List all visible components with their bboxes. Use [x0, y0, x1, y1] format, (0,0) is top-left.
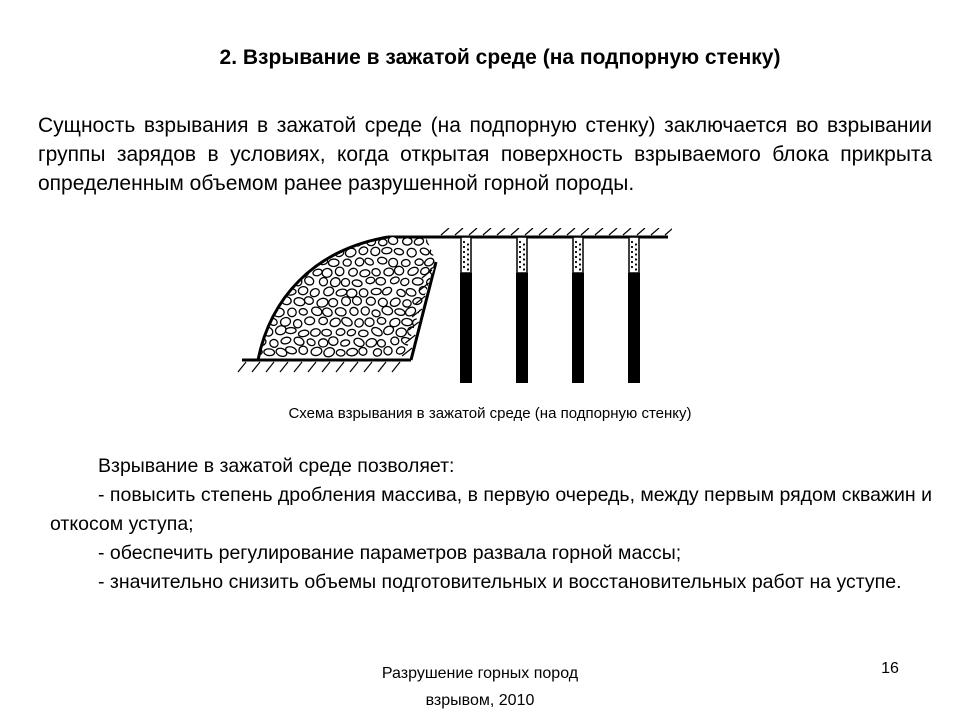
rubble-stone	[340, 238, 350, 247]
stemming-dot	[523, 258, 525, 260]
stemming-dot	[635, 243, 637, 245]
rubble-stone	[249, 306, 261, 316]
rubble-stone	[273, 269, 284, 275]
stemming-dot	[631, 251, 633, 253]
rubble-stone	[298, 345, 308, 355]
rubble-stone	[371, 267, 381, 277]
rubble-stone	[269, 257, 279, 267]
stemming-dot	[635, 253, 637, 255]
rubble-stone	[365, 277, 375, 285]
rubble-stone	[279, 257, 291, 268]
rubble-stone	[262, 246, 273, 255]
borehole-charge	[628, 273, 640, 383]
rubble-stone	[420, 346, 432, 358]
rubble-stone	[304, 317, 314, 325]
stemming-dot	[631, 246, 633, 248]
rubble-stone	[402, 237, 412, 245]
rubble-stone	[343, 259, 351, 266]
rubble-stone	[300, 248, 311, 256]
rubble-stone	[371, 309, 381, 318]
borehole	[572, 237, 584, 383]
rubble-stone	[347, 267, 358, 277]
rubble-stone	[251, 289, 260, 297]
rubble-stone	[401, 259, 410, 267]
advantages-heading: Взрывание в зажатой среде позволяет:	[98, 455, 455, 477]
rubble-stone	[309, 248, 322, 259]
rubble-stone	[321, 307, 333, 318]
stemming-dot	[635, 263, 637, 265]
stemming-dot	[579, 268, 581, 270]
borehole	[628, 237, 640, 383]
rubble-stone	[415, 259, 423, 266]
rubble-stone	[403, 299, 412, 307]
stemming-dot	[575, 256, 577, 258]
rubble-stone	[251, 328, 262, 338]
stemming-dot	[631, 261, 633, 263]
hatch-stroke	[511, 228, 519, 235]
rubble-stone	[366, 297, 376, 306]
rubble-stone	[298, 286, 309, 296]
hatch-stroke	[525, 228, 533, 235]
rubble-stone	[335, 307, 347, 317]
hatch-stroke	[497, 228, 505, 235]
stemming-dot	[575, 266, 577, 268]
rubble-stone	[372, 348, 382, 358]
rubble-stone	[394, 248, 405, 256]
rubble-stone	[340, 339, 350, 347]
rubble-stone	[389, 296, 402, 307]
rubble-stone	[341, 278, 350, 287]
rubble-stone	[288, 308, 297, 317]
stemming-dot	[631, 256, 633, 258]
rubble-stone	[317, 240, 326, 248]
hatch-stroke	[665, 228, 672, 235]
stemming-dot	[467, 253, 469, 255]
rubble-stone	[412, 278, 423, 285]
rubble-stone	[359, 269, 370, 278]
rubble-stone	[259, 297, 268, 304]
hatch-stroke	[252, 362, 260, 372]
rubble-stone	[381, 286, 393, 297]
rubble-stone	[370, 326, 383, 338]
intro-paragraph: Сущность взрывания в зажатой среде (на подпорную стенку) заключается во взрывании группы зарядов в условиях, когда открытая поверхность взрываемого блока прикрыта определенным объемом ранее разрушенной горной породы.	[38, 114, 932, 195]
hatch-stroke	[441, 228, 449, 235]
stemming-dot	[519, 251, 521, 253]
hatch-stroke	[238, 362, 246, 372]
hatch-stroke	[322, 362, 330, 372]
rubble-stone	[322, 346, 336, 358]
stemming-dot	[579, 253, 581, 255]
rubble-stone	[388, 258, 398, 267]
rubble-stone	[412, 297, 423, 306]
hatch-stroke	[567, 228, 575, 235]
hatch-stroke	[378, 362, 386, 372]
rubble-stone	[257, 277, 267, 284]
rubble-stone	[383, 268, 394, 277]
rubble-stone	[280, 336, 291, 345]
rubble-stone	[353, 317, 364, 328]
footer-line: Разрушение горных пород	[381, 665, 579, 682]
borehole-stemming	[573, 237, 583, 273]
rubble-stone	[318, 339, 328, 348]
rubble-stone	[319, 317, 328, 325]
rubble-stone	[330, 237, 339, 246]
rubble-stone	[322, 286, 335, 298]
rubble-stone	[364, 257, 375, 267]
rubble-stone	[280, 240, 290, 246]
stemming-dot	[463, 266, 465, 268]
rubble-stone	[329, 276, 342, 288]
rubble-stone	[258, 239, 267, 246]
rubble-stone	[371, 288, 381, 295]
stemming-dot	[523, 268, 525, 270]
stemming-dot	[579, 243, 581, 245]
rubble-stone	[424, 337, 435, 348]
rubble-stone	[322, 329, 332, 336]
stemming-dot	[635, 258, 637, 260]
rubble-stone	[328, 298, 338, 308]
rubble-stone	[365, 337, 377, 348]
rubble-stone	[302, 235, 316, 247]
stemming-dot	[575, 261, 577, 263]
rubble-stone	[346, 348, 358, 357]
hatch-stroke	[609, 228, 617, 235]
stemming-dot	[467, 263, 469, 265]
page-number: 16	[881, 660, 899, 677]
hatch-stroke	[455, 228, 463, 235]
rubble-stone	[419, 247, 430, 256]
rubble-stone	[370, 246, 381, 257]
rubble-stone	[394, 308, 405, 317]
rubble-stone	[251, 249, 263, 259]
blasting-scheme-figure	[236, 228, 672, 388]
rubble-stone	[377, 317, 386, 325]
rubble-stone	[293, 239, 302, 247]
hatch-stroke	[392, 362, 400, 372]
rubble-stone	[365, 318, 375, 327]
stemming-dot	[519, 266, 521, 268]
rubble-stone	[390, 336, 400, 346]
stemming-dot	[463, 261, 465, 263]
rubble-stone	[273, 288, 285, 297]
stemming-dot	[463, 251, 465, 253]
advantage-item: - повысить степень дробления массива, в первую очередь, между первым рядом скважин и откосом уступа;	[50, 484, 932, 535]
rubble-stone	[376, 277, 386, 285]
hatch-stroke	[364, 362, 372, 372]
rubble-stone	[405, 287, 417, 297]
rubble-stone	[336, 349, 345, 356]
borehole-charge	[516, 273, 528, 383]
advantages-list	[50, 452, 932, 597]
rubble-stone	[383, 346, 393, 356]
hatch-stroke	[623, 228, 631, 235]
rubble-stone	[299, 308, 308, 315]
hatch-stroke	[651, 228, 659, 235]
rubble-stone	[395, 327, 407, 337]
rubble-stone	[329, 317, 342, 329]
stemming-dot	[467, 243, 469, 245]
stemming-dot	[631, 266, 633, 268]
stemming-dot	[467, 258, 469, 260]
stemming-dot	[467, 268, 469, 270]
stemming-dot	[635, 248, 637, 250]
stemming-dot	[575, 246, 577, 248]
hatch-stroke	[483, 228, 491, 235]
hatch-stroke	[637, 228, 645, 235]
hatch-stroke	[350, 362, 358, 372]
borehole-charge	[572, 273, 584, 383]
rubble-stone	[287, 268, 296, 276]
rubble-stone	[358, 346, 368, 356]
rubble-stone	[273, 247, 285, 258]
rubble-stone	[346, 328, 356, 336]
rubble-stone	[422, 317, 435, 327]
stemming-dot	[519, 246, 521, 248]
rubble-stone	[285, 327, 296, 333]
rubble-stone	[316, 297, 329, 308]
rubble-stone	[267, 276, 278, 286]
rubble-stone	[284, 247, 296, 258]
hatch-stroke	[280, 362, 288, 372]
rubble-stone	[335, 288, 347, 297]
stemming-dot	[523, 248, 525, 250]
rubble-stone	[336, 328, 346, 336]
rubble-stone	[360, 306, 370, 316]
slide-title: 2. Взрывание в зажатой среде (на подпорную стенку)	[219, 46, 781, 69]
rubble-stone	[340, 316, 353, 328]
blasting-scheme-diagram	[236, 228, 672, 388]
hatch-stroke	[553, 228, 561, 235]
rubble-stone	[382, 247, 393, 254]
rubble-stone	[263, 289, 272, 297]
hatch-stroke	[595, 228, 603, 235]
rubble-stone	[310, 328, 321, 337]
stemming-dot	[635, 268, 637, 270]
rubble-stone	[419, 266, 430, 276]
hatch-stroke	[469, 228, 477, 235]
rubble-stone	[432, 286, 441, 294]
rubble-stone	[354, 257, 365, 267]
rubble-stone	[335, 267, 344, 277]
hatch-stroke	[294, 362, 302, 372]
rubble-stone	[359, 288, 368, 297]
stemming-dot	[523, 243, 525, 245]
rubble-stone	[264, 348, 275, 356]
stemming-dot	[579, 248, 581, 250]
rubble-stone	[407, 266, 420, 277]
rubble-stone	[257, 257, 268, 268]
hatch-stroke	[266, 362, 274, 372]
rubble-pile	[249, 235, 443, 359]
rubble-stone	[396, 288, 407, 298]
rubble-stone	[293, 297, 305, 307]
rubble-stone	[269, 338, 279, 348]
rubble-stone	[359, 330, 369, 337]
rubble-stone	[268, 296, 279, 306]
rubble-stone	[293, 257, 305, 267]
stemming-dot	[631, 241, 633, 243]
rubble-stone	[298, 329, 309, 337]
rubble-stone	[306, 338, 316, 347]
boreholes	[460, 237, 640, 383]
stemming-dot	[523, 263, 525, 265]
rubble-stone	[423, 257, 435, 268]
stemming-dot	[467, 248, 469, 250]
rubble-stone	[268, 236, 279, 245]
borehole-stemming	[517, 237, 527, 273]
stemming-dot	[463, 241, 465, 243]
rubble-stone	[376, 338, 386, 348]
stemming-dot	[519, 241, 521, 243]
stemming-dot	[523, 253, 525, 255]
borehole	[460, 237, 472, 383]
stemming-dot	[579, 258, 581, 260]
stemming-dot	[575, 241, 577, 243]
rubble-stone	[389, 276, 400, 285]
rubble-stone	[281, 277, 292, 287]
rubble-stone	[406, 247, 417, 257]
stemming-dot	[575, 251, 577, 253]
borehole-stemming	[461, 237, 471, 273]
borehole-charge	[460, 273, 472, 383]
rubble-stone	[321, 268, 333, 279]
figure-caption: Схема взрывания в зажатой среде (на подпорную стенку)	[288, 405, 692, 422]
footer-line: взрывом, 2010	[425, 692, 535, 709]
rubble-stone	[377, 257, 387, 265]
rubble-stone	[402, 318, 413, 326]
rubble-stone	[432, 307, 443, 317]
hatch-stroke	[336, 362, 344, 372]
rubble-stone	[249, 267, 261, 278]
rubble-stone	[261, 267, 272, 277]
hatch-stroke	[539, 228, 547, 235]
rubble-stone	[328, 336, 338, 345]
advantage-item: - обеспечить регулирование параметров развала горной массы;	[98, 542, 682, 564]
rubble-stone	[400, 277, 410, 287]
rubble-stone	[262, 307, 272, 314]
rubble-stone	[353, 337, 366, 348]
rubble-stone	[429, 246, 440, 256]
rubble-stone	[328, 259, 339, 267]
borehole-stemming	[629, 237, 639, 273]
rubble-stone	[257, 317, 266, 324]
stemming-dot	[519, 261, 521, 263]
rubble-stone	[310, 346, 322, 356]
rubble-stone	[358, 246, 369, 257]
stemming-dot	[463, 246, 465, 248]
rubble-stone	[431, 325, 442, 335]
rubble-stone	[430, 345, 443, 356]
footer	[350, 660, 610, 714]
stemming-dot	[579, 263, 581, 265]
rubble-stone	[352, 279, 363, 287]
hatch-stroke	[581, 228, 589, 235]
stemming-dot	[519, 256, 521, 258]
stemming-dot	[463, 256, 465, 258]
advantage-item: - значительно снизить объемы подготовительных и восстановительных работ на уступе.	[98, 571, 902, 593]
borehole	[516, 237, 528, 383]
rubble-stone	[348, 306, 359, 317]
hatch-stroke	[308, 362, 316, 372]
